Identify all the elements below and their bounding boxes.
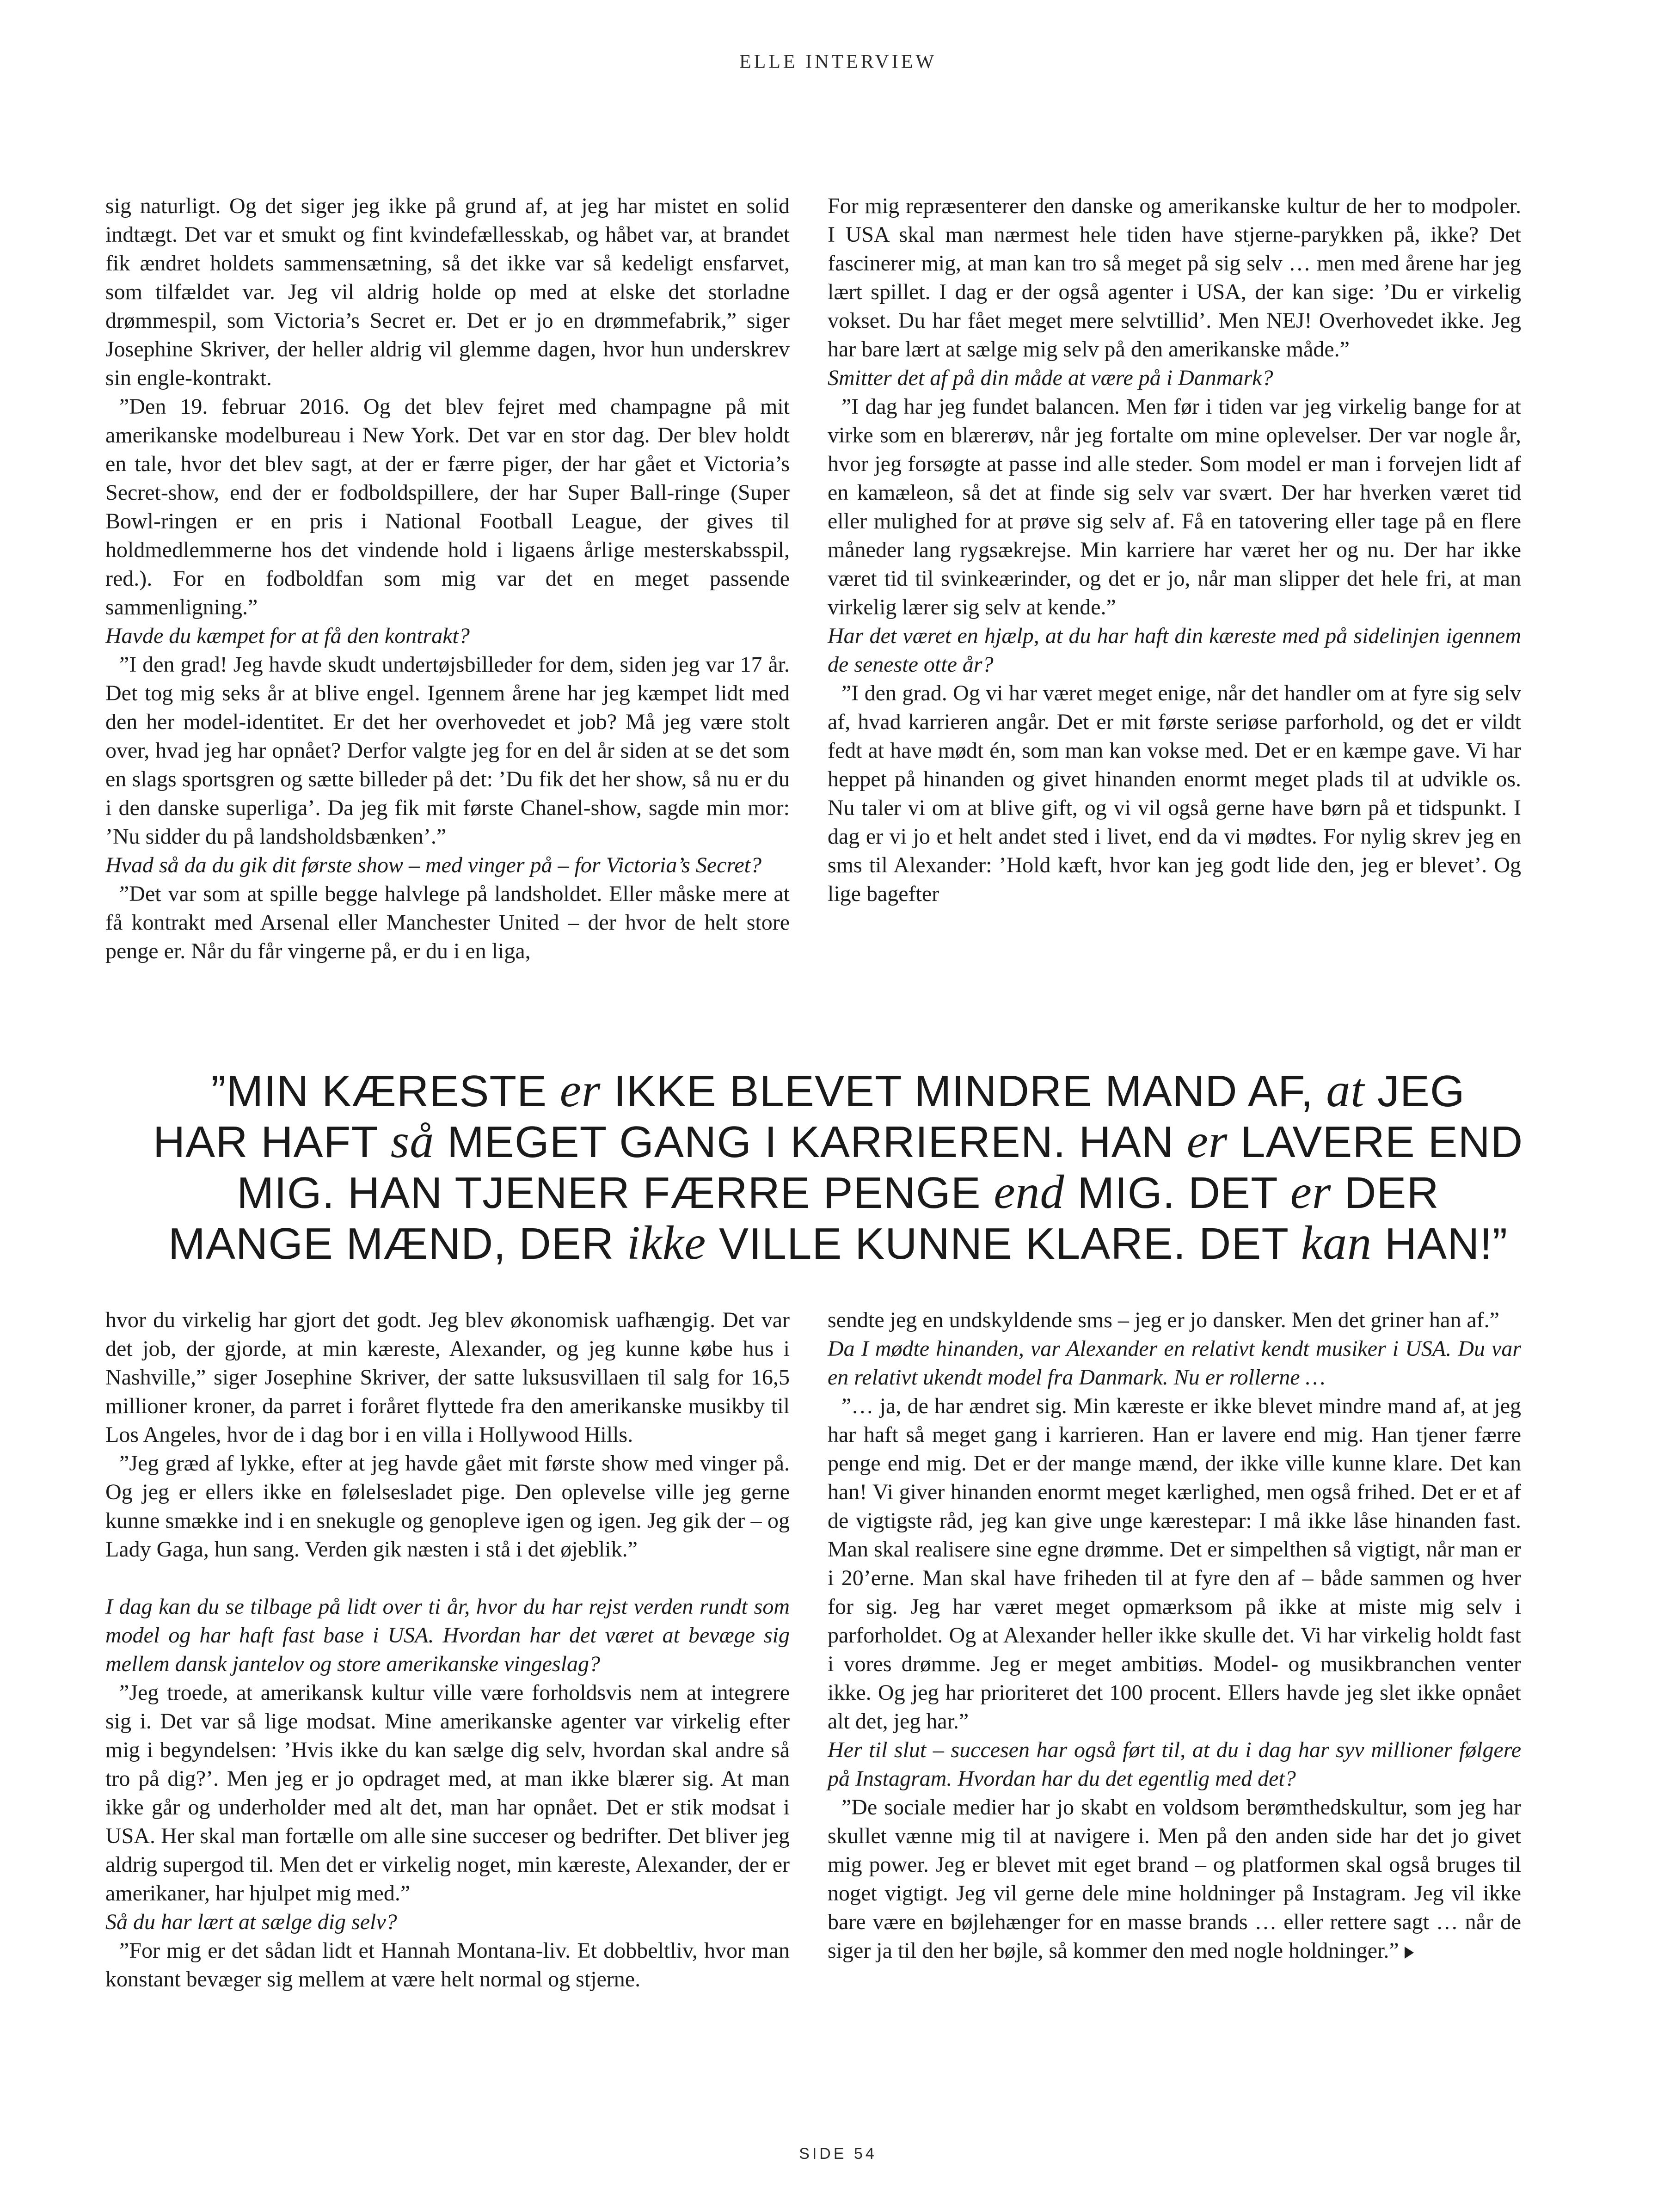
pull-quote-text: DER [1331, 1168, 1439, 1218]
interview-question: I dag kan du se tilbage på lidt over ti år, hvor du har rejst verden rundt som model og har haft fast base i USA. Hvordan har det været at bevæge sig mellem dansk jantelov og store amerikanske vingeslag? [105, 1594, 790, 1676]
end-of-article-triangle-icon [1405, 1947, 1414, 1959]
pull-quote [139, 1066, 1537, 1269]
pull-quote-text: VILLE KUNNE KLARE. DET [706, 1219, 1301, 1268]
article-column-bottom-right [828, 1306, 1521, 1965]
page-number: SIDE 54 [799, 2145, 877, 2163]
pull-quote-line [139, 1218, 1537, 1269]
interview-paragraph: sendte jeg en undskyldende sms – jeg er jo dansker. Men det griner han af.” [828, 1308, 1499, 1332]
interview-paragraph: ”Jeg græd af lykke, efter at jeg havde gået mit første show med vinger på. Og jeg er ellers ikke en følelsesladet pige. Den oplevelse ville jeg gerne kunne smække ind i en snekugle og genopleve igen og igen. Jeg gik der – og Lady Gaga, hun sang. Verden gik næsten i stå i det øjeblik.” [105, 1451, 790, 1562]
pull-quote-text: MEGET GANG I KARRIEREN. HAN [434, 1117, 1187, 1167]
interview-question: Så du har lært at sælge dig selv? [105, 1910, 397, 1934]
pull-quote-text: IKKE BLEVET MINDRE MAND AF, [601, 1066, 1326, 1116]
pull-quote-emphasis: at [1326, 1064, 1365, 1117]
interview-paragraph: ”I den grad. Og vi har været meget enige, når det handler om at fyre sig selv af, hvad karrieren angår. Det er mit første seriøse parforhold, og det er vildt fedt at have mødt én, som man kan vokse med. Det er en kæmpe gave. Vi har heppet på hinanden og givet hinanden enormt meget plads til at udvikle os. Nu taler vi om at blive gift, og vi vil også gerne have børn på et tidspunkt. I dag er vi jo et helt andet sted i livet, end da vi mødtes. For nylig skrev jeg en sms til Alexander: ’Hold kæft, hvor kan jeg godt lide den, jeg er blevet’. Og lige bagefter [828, 681, 1521, 906]
pull-quote-text: MIG. DET [1064, 1168, 1290, 1218]
interview-paragraph: hvor du virkelig har gjort det godt. Jeg blev økonomisk uafhængig. Det var det job, der gjorde, at min kæreste, Alexander, og jeg kunne købe hus i Nashville,” siger Josephine Skriver, der satte luksusvillaen til salg for 16,5 millioner kroner, da parret i foråret flyttede fra den amerikanske musikby til Los Angeles, hvor de i dag bor i en villa i Hollywood Hills. [105, 1308, 790, 1447]
pull-quote-text: HAR HAFT [153, 1117, 391, 1167]
section-header: ELLE INTERVIEW [739, 51, 937, 73]
pull-quote-line [139, 1066, 1537, 1116]
pull-quote-text: MIG. HAN TJENER FÆRRE PENGE [237, 1168, 994, 1218]
interview-question: Da I mødte hinanden, var Alexander en relativt kendt musiker i USA. Du var en relativt ukendt model fra Danmark. Nu er rollerne … [828, 1336, 1521, 1390]
pull-quote-text: HAN!” [1372, 1219, 1508, 1268]
interview-question: Har det været en hjælp, at du har haft din kæreste med på sidelinjen igennem de seneste otte år? [828, 624, 1521, 677]
pull-quote-emphasis: kan [1301, 1216, 1372, 1269]
interview-paragraph: ”Det var som at spille begge halvlege på landsholdet. Eller måske mere at få kontrakt med Arsenal eller Manchester United – der hvor de helt store penge er. Når du får vingerne på, er du i en liga, [105, 882, 790, 963]
pull-quote-line [139, 1167, 1537, 1218]
pull-quote-text: MANGE MÆND, DER [168, 1219, 627, 1268]
interview-paragraph: ”… ja, de har ændret sig. Min kæreste er ikke blevet mindre mand af, at jeg har haft så meget gang i karrieren. Han er lavere end mig. Han tjener færre penge end mig. Det er der mange mænd, der ikke ville kunne klare. Det kan han! Vi giver hinanden enormt meget kærlighed, men også frihed. Det er et af de vigtigste råd, jeg kan give unge kærestepar: I må ikke låse hinanden fast. Man skal realisere sine egne drømme. Det er simpelthen så vigtigt, når man er i 20’erne. Man skal have friheden til at fyre den af – både sammen og hver for sig. Jeg har været meget opmærksom på ikke at miste mig selv i parforholdet. Og at Alexander heller ikke skulle det. Vi har virkelig holdt fast i vores drømme. Jeg er meget ambitiøs. Model- og musikbranchen venter ikke. Og jeg har prioriteret det 100 procent. Ellers havde jeg slet ikke opnået alt det, jeg har.” [828, 1394, 1521, 1734]
article-column-top-left [105, 192, 790, 966]
interview-paragraph: ”Den 19. februar 2016. Og det blev fejret med champagne på mit amerikanske modelbureau i New York. Det var en stor dag. Der blev holdt en tale, hvor det blev sagt, at der er færre piger, der har gået et Victoria’s Secret-show, end der er fodboldspillere, der har Super Ball-ringe (Super Bowl-ringen er en pris i National Football League, der gives til holdmedlemmerne hos det vindende hold i ligaens årlige mesterskabsspil, red.). For en fodboldfan som mig var det en meget passende sammenligning.” [105, 394, 790, 619]
pull-quote-text: JEG [1364, 1066, 1465, 1116]
interview-paragraph: ”I dag har jeg fundet balancen. Men før i tiden var jeg virkelig bange for at virke som en blærerøv, når jeg fortalte om mine oplevelser. Der var nogle år, hvor jeg forsøgte at passe ind alle steder. Som model er man i forvejen lidt af en kamæleon, så det at finde sig selv var svært. Der har hverken været tid eller mulighed for at prøve sig selv af. Få en tatovering eller tage på en flere måneder lang rygsækrejse. Min karriere har været her og nu. Der har ikke været tid til svinkeærinder, og det er jo, når man slipper det hele fri, at man virkelig lærer sig selv at kende.” [828, 394, 1521, 619]
pull-quote-emphasis: så [390, 1115, 435, 1168]
pull-quote-emphasis: er [559, 1064, 601, 1117]
interview-paragraph: ”De sociale medier har jo skabt en voldsom berømthedskultur, som jeg har skullet vænne mig til at navigere i. Men på den anden side har det jo givet mig power. Jeg er blevet mit eget brand – og platformen skal også bruges til noget vigtigt. Jeg vil gerne dele mine holdninger på Instagram. Jeg vil ikke bare være en bøjlehænger for en masse brands … eller rettere sagt … når de siger ja til den her bøjle, så kommer den med nogle holdninger.” [828, 1795, 1521, 1963]
pull-quote-emphasis: ikke [626, 1216, 706, 1269]
interview-paragraph: sig naturligt. Og det siger jeg ikke på grund af, at jeg har mistet en solid indtægt. Det var et smukt og fint kvindefællesskab, og håbet var, at brandet fik ændret holdets sammensætning, så det ikke var så kedeligt ensfarvet, som tilfældet var. Jeg vil aldrig holde op med at elske det storladne drømmespil, som Victoria’s Secret er. Det er jo en drømmefabrik,” siger Josephine Skriver, der heller aldrig vil glemme dagen, hvor hun underskrev sin engle-kontrakt. [105, 194, 790, 390]
pull-quote-text: ”MIN KÆRESTE [211, 1066, 560, 1116]
interview-question: Her til slut – succesen har også ført til, at du i dag har syv millioner følgere på Instagram. Hvordan har du det egentlig med det? [828, 1738, 1521, 1791]
interview-question: Smitter det af på din måde at være på i Danmark? [828, 366, 1273, 390]
pull-quote-emphasis: end [994, 1165, 1065, 1219]
interview-paragraph: For mig repræsenterer den danske og amerikanske kultur de her to modpoler. I USA skal man nærmest hele tiden have stjerne-parykken på, ikke? Det fascinerer mig, at man kan tro så meget på sig selv … men med årene har jeg lært spillet. I dag er der også agenter i USA, der kan sige: ’Du er virkelig vokset. Du har fået meget mere selvtillid’. Men NEJ! Overhovedet ikke. Jeg har bare lært at sælge mig selv på den amerikanske måde.” [828, 194, 1521, 362]
pull-quote-emphasis: er [1186, 1115, 1228, 1168]
interview-paragraph: ”I den grad! Jeg havde skudt undertøjsbilleder for dem, siden jeg var 17 år. Det tog mig seks år at blive engel. Igennem årene har jeg kæmpet lidt med den her model-identitet. Er det her overhovedet et job? Må jeg være stolt over, hvad jeg har opnået? Derfor valgte jeg for en del år siden at se det som en slags sportsgren og sætte billeder på det: ’Du fik det her show, så nu er du i den danske superliga’. Da jeg fik mit første Chanel-show, sagde min mor: ’Nu sidder du på landsholdsbænken’.” [105, 652, 790, 849]
interview-paragraph: ”Jeg troede, at amerikansk kultur ville være forholdsvis nem at integrere sig i. Det var så lige modsat. Mine amerikanske agenter var virkelig efter mig i begyndelsen: ’Hvis ikke du kan sælge dig selv, hvordan skal andre så tro på dig?’. Men jeg er jo opdraget med, at man ikke blærer sig. At man ikke går og underholder med alt det, man har opnået. Det er stik modsat i USA. Her skal man fortælle om alle sine succeser og bedrifter. Det bliver jeg aldrig supergod til. Men det er virkelig noget, min kæreste, Alexander, der er amerikaner, har hjulpet mig med.” [105, 1680, 790, 1906]
interview-paragraph: ”For mig er det sådan lidt et Hannah Montana-liv. Et dobbeltliv, hvor man konstant bevæger sig mellem at være helt normal og stjerne. [105, 1938, 790, 1991]
pull-quote-text: LAVERE END [1228, 1117, 1523, 1167]
pull-quote-emphasis: er [1290, 1165, 1332, 1219]
interview-question: Havde du kæmpet for at få den kontrakt? [105, 624, 470, 648]
article-column-bottom-left [105, 1306, 790, 1994]
article-column-top-right [828, 192, 1521, 908]
interview-question: Hvad så da du gik dit første show – med vinger på – for Victoria’s Secret? [105, 853, 761, 877]
pull-quote-line [139, 1116, 1537, 1167]
